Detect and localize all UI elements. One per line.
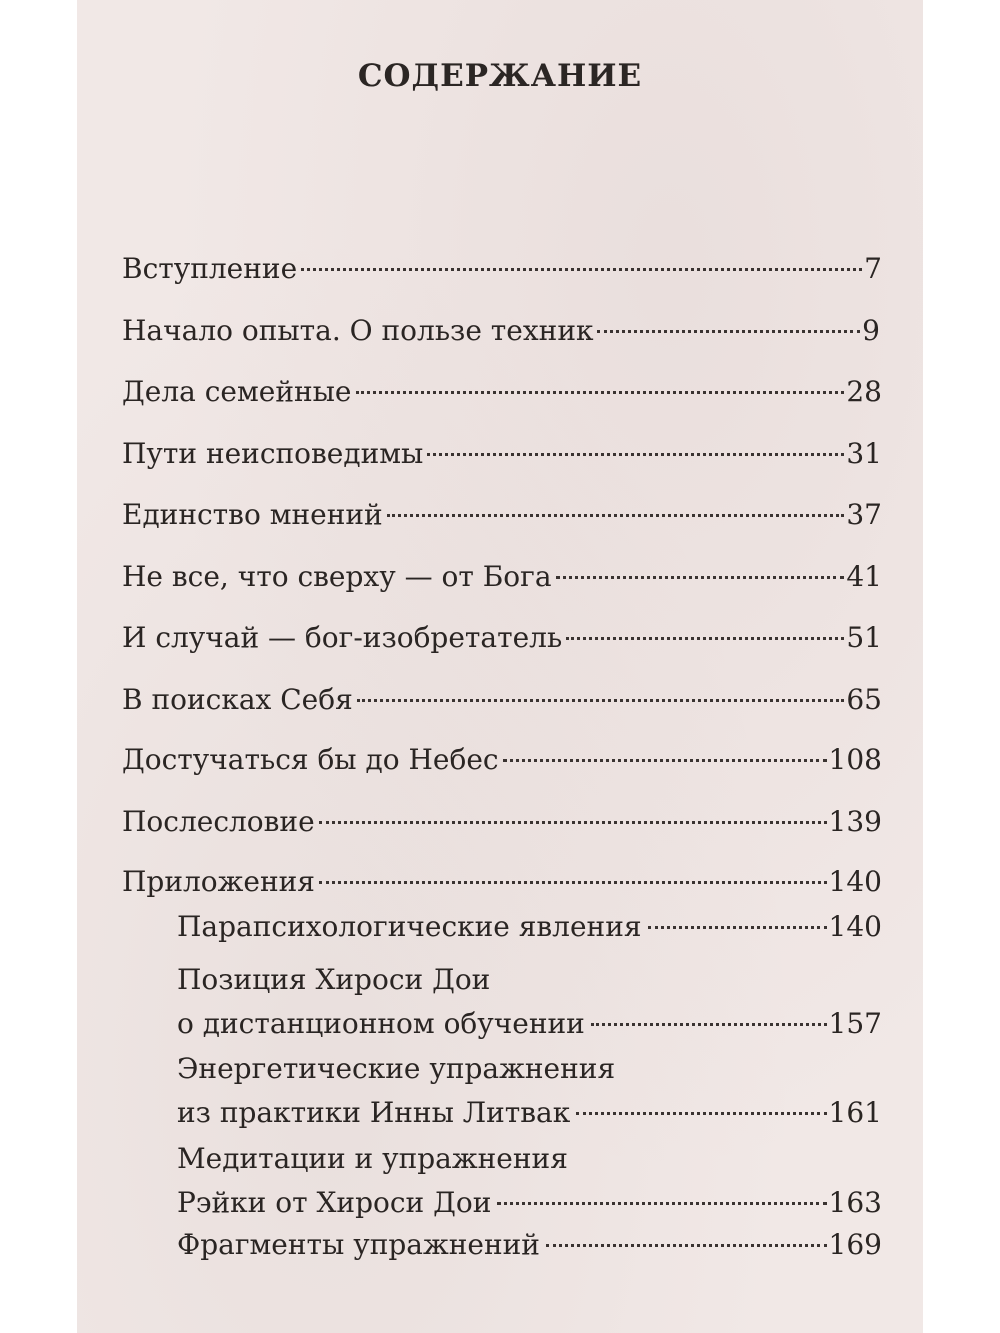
toc-entry [122, 683, 882, 717]
toc-entry-label: Единство мнений [122, 498, 383, 531]
appendix-entry-row [177, 1002, 882, 1046]
dot-leader [319, 821, 827, 824]
appendix-entry-page: 140 [828, 910, 882, 943]
toc-entry-page: 28 [846, 375, 882, 408]
appendix-entry-row [177, 1223, 882, 1267]
appendix-entry-label-line1: Медитации и упражнения [177, 1142, 568, 1175]
appendix-entry [177, 1223, 882, 1267]
dot-leader [503, 759, 827, 762]
dot-leader [427, 453, 844, 456]
dot-leader [497, 1202, 826, 1205]
toc-entry-label: Пути неисповедимы [122, 437, 424, 470]
dot-leader [546, 1244, 827, 1247]
toc-entry-label: Не все, что сверху — от Бога [122, 560, 552, 593]
dot-leader [357, 699, 845, 702]
appendix-entry-label: из практики Инны Литвак [177, 1096, 571, 1129]
toc-entry-label: Послесловие [122, 805, 315, 838]
toc-entry-page: 139 [828, 805, 882, 838]
appendix-entry-label-line1: Энергетические упражнения [177, 1052, 616, 1085]
toc-entry-label: Приложения [122, 865, 315, 898]
dot-leader [356, 391, 845, 394]
toc-entry-page: 41 [846, 560, 882, 593]
toc-entry-page: 140 [828, 865, 882, 898]
appendix-entry-label: Парапсихологические явления [177, 910, 642, 943]
toc-entry-label: Вступление [122, 252, 298, 285]
toc-entry-label: И случай — бог-изобретатель [122, 621, 563, 654]
dot-leader [566, 637, 844, 640]
toc-entry [122, 375, 882, 409]
book-page [77, 0, 923, 1333]
toc-entry-page: 7 [864, 252, 882, 285]
page-title: СОДЕРЖАНИЕ [357, 58, 643, 94]
appendix-entry [177, 905, 882, 949]
appendix-entry-label-line1: Позиция Хироси Дои [177, 963, 491, 996]
toc-entry [122, 314, 880, 348]
appendix-entry-page: 161 [828, 1096, 882, 1129]
toc-entry [122, 743, 882, 777]
toc-entry [122, 805, 882, 839]
toc-entry-page: 108 [828, 743, 882, 776]
dot-leader [556, 576, 845, 579]
dot-leader [301, 268, 862, 271]
dot-leader [319, 881, 827, 884]
appendix-entry-page: 163 [828, 1186, 882, 1219]
toc-entry-page: 51 [846, 621, 882, 654]
toc-entry [122, 560, 882, 594]
appendix-entry-label: Рэйки от Хироси Дои [177, 1186, 492, 1219]
appendix-entry [177, 1137, 882, 1225]
appendix-entry-label: Фрагменты упражнений [177, 1228, 540, 1261]
toc-entry [122, 621, 882, 655]
appendix-entry-page: 157 [828, 1007, 882, 1040]
toc-entry-label: В поисках Себя [122, 683, 353, 716]
toc-entry [122, 865, 882, 899]
toc-entry-label: Начало опыта. О пользе техник [122, 314, 594, 347]
dot-leader [597, 330, 860, 333]
toc-entry-label: Дела семейные [122, 375, 352, 408]
appendix-entry-label: о дистанционном обучении [177, 1007, 585, 1040]
toc-entry-label: Достучаться бы до Небес [122, 743, 499, 776]
appendix-entry-page: 169 [828, 1228, 882, 1261]
toc-entry-page: 9 [862, 314, 880, 347]
dot-leader [648, 926, 827, 929]
appendix-entry-row [177, 1091, 882, 1135]
toc-entry-page: 31 [846, 437, 882, 470]
toc-entry [122, 437, 882, 471]
appendix-entry-row [177, 905, 882, 949]
toc-entry-page: 65 [846, 683, 882, 716]
appendix-entry [177, 958, 882, 1046]
toc-entry-page: 37 [846, 498, 882, 531]
toc-entry [122, 498, 882, 532]
toc-entry [122, 252, 882, 286]
dot-leader [576, 1112, 826, 1115]
appendix-entry-row [177, 1181, 882, 1225]
dot-leader [387, 514, 845, 517]
dot-leader [591, 1023, 827, 1026]
appendix-entry [177, 1047, 882, 1135]
